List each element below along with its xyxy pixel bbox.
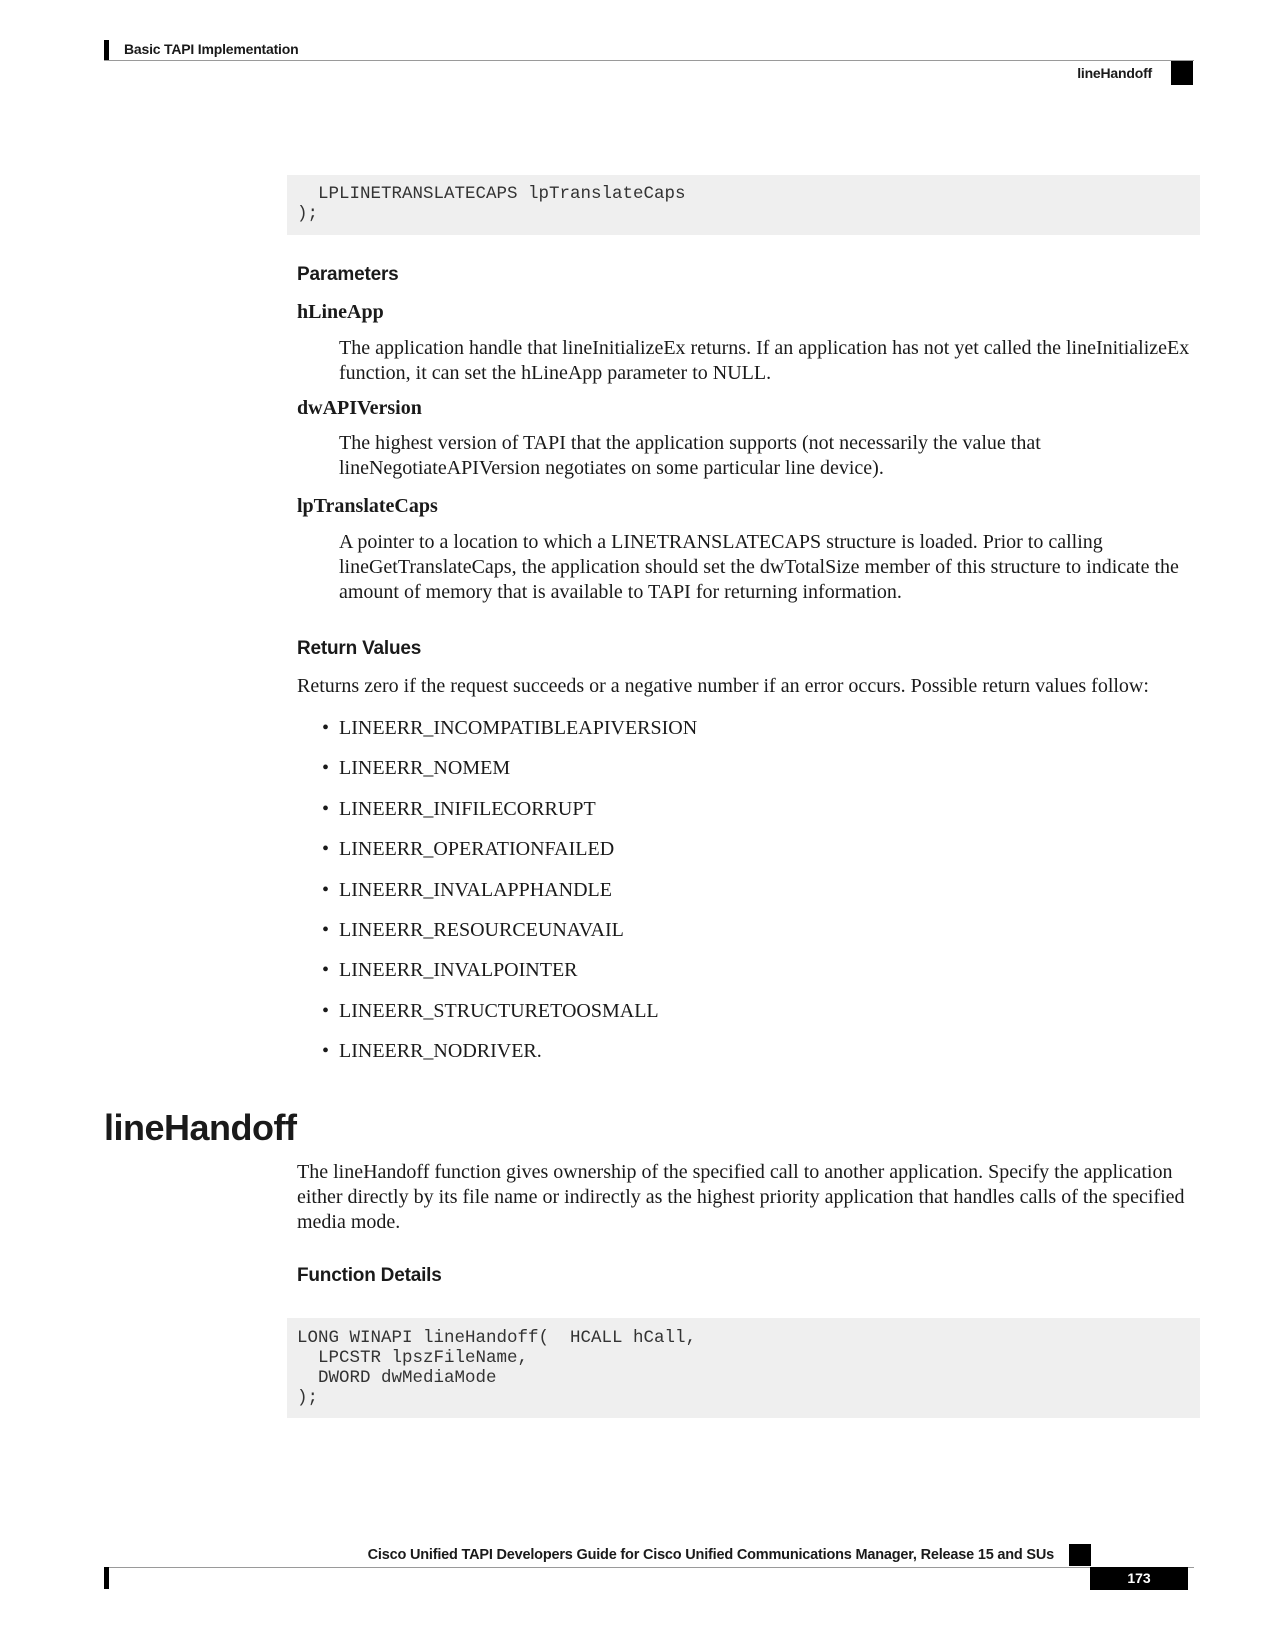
list-item bbox=[322, 837, 697, 877]
list-item-label: LINEERR_RESOURCEUNAVAIL bbox=[339, 918, 624, 941]
bullet-mark: • bbox=[322, 959, 330, 982]
footer-bar bbox=[104, 1567, 109, 1589]
param-desc-hlineapp: The application handle that lineInitializeEx returns. If an application has not yet called the lineInitializeEx function, it can set the hLineApp parameter to NULL. bbox=[339, 337, 1190, 384]
list-item bbox=[322, 1039, 697, 1079]
footer-title: Cisco Unified TAPI Developers Guide for Cisco Unified Communications Manager, Release 15 and SUs bbox=[367, 1547, 1054, 1563]
chapter-title: Basic TAPI Implementation bbox=[124, 41, 299, 57]
page-number: 173 bbox=[1090, 1567, 1188, 1590]
list-item-label: LINEERR_INVALAPPHANDLE bbox=[339, 878, 612, 901]
return-values-list bbox=[322, 716, 697, 1080]
bullet-mark: • bbox=[322, 1040, 330, 1063]
param-desc-lptranslatecaps: A pointer to a location to which a LINETRANSLATECAPS structure is loaded. Prior to calling lineGetTranslateCaps, the application should set the dwTotalSize member of this structure to indicate the amount of memory that is available to TAPI for returning information. bbox=[339, 531, 1179, 603]
bullet-mark: • bbox=[322, 757, 330, 780]
linehandoff-description: The lineHandoff function gives ownership of the specified call to another application. Specify the application either directly by its file name or indirectly as the highest priority application that handles calls of the specified media mode. bbox=[297, 1161, 1185, 1233]
return-values-heading: Return Values bbox=[297, 638, 422, 659]
list-item bbox=[322, 797, 697, 837]
list-item-label: LINEERR_OPERATIONFAILED bbox=[339, 838, 615, 861]
list-item bbox=[322, 918, 697, 958]
param-desc-dwapiversion: The highest version of TAPI that the application supports (not necessarily the value that lineNegotiateAPIVersion negotiates on some particular line device). bbox=[339, 432, 1041, 479]
bullet-mark: • bbox=[322, 838, 330, 861]
param-name-lptranslatecaps: lpTranslateCaps bbox=[297, 495, 438, 517]
list-item-label: LINEERR_NOMEM bbox=[339, 757, 511, 780]
header-marker bbox=[1171, 61, 1193, 85]
bullet-mark: • bbox=[322, 717, 330, 739]
list-item bbox=[322, 999, 697, 1039]
footer-marker bbox=[1069, 1544, 1091, 1566]
list-item bbox=[322, 716, 697, 756]
param-name-dwapiversion: dwAPIVersion bbox=[297, 397, 422, 419]
param-name-hlineapp: hLineApp bbox=[297, 301, 384, 323]
code-block-linehandoff: LONG WINAPI lineHandoff( HCALL hCall, LPCSTR lpszFileName, DWORD dwMediaMode ); bbox=[287, 1318, 1200, 1418]
section-title-header: lineHandoff bbox=[1077, 65, 1152, 81]
bullet-mark: • bbox=[322, 797, 330, 820]
return-values-intro: Returns zero if the request succeeds or a negative number if an error occurs. Possible return values follow: bbox=[297, 675, 1149, 697]
header-rule bbox=[104, 60, 1194, 61]
bullet-mark: • bbox=[322, 999, 330, 1022]
bullet-mark: • bbox=[322, 918, 330, 941]
parameters-heading: Parameters bbox=[297, 264, 399, 285]
list-item bbox=[322, 958, 697, 998]
list-item-label: LINEERR_STRUCTURETOOSMALL bbox=[339, 999, 659, 1022]
header-bar bbox=[104, 40, 109, 60]
footer-rule bbox=[104, 1567, 1194, 1568]
list-item-label: LINEERR_INVALPOINTER bbox=[339, 959, 578, 982]
code-block-signature-end: LPLINETRANSLATECAPS lpTranslateCaps ); bbox=[287, 175, 1200, 235]
list-item-label: LINEERR_INIFILECORRUPT bbox=[339, 797, 596, 820]
function-details-heading: Function Details bbox=[297, 1265, 442, 1286]
section-heading-linehandoff: lineHandoff bbox=[104, 1107, 297, 1148]
list-item bbox=[322, 756, 697, 796]
list-item-label: LINEERR_NODRIVER. bbox=[339, 1040, 542, 1063]
list-item bbox=[322, 878, 697, 918]
list-item-label: LINEERR_INCOMPATIBLEAPIVERSION bbox=[339, 717, 698, 739]
bullet-mark: • bbox=[322, 878, 330, 901]
